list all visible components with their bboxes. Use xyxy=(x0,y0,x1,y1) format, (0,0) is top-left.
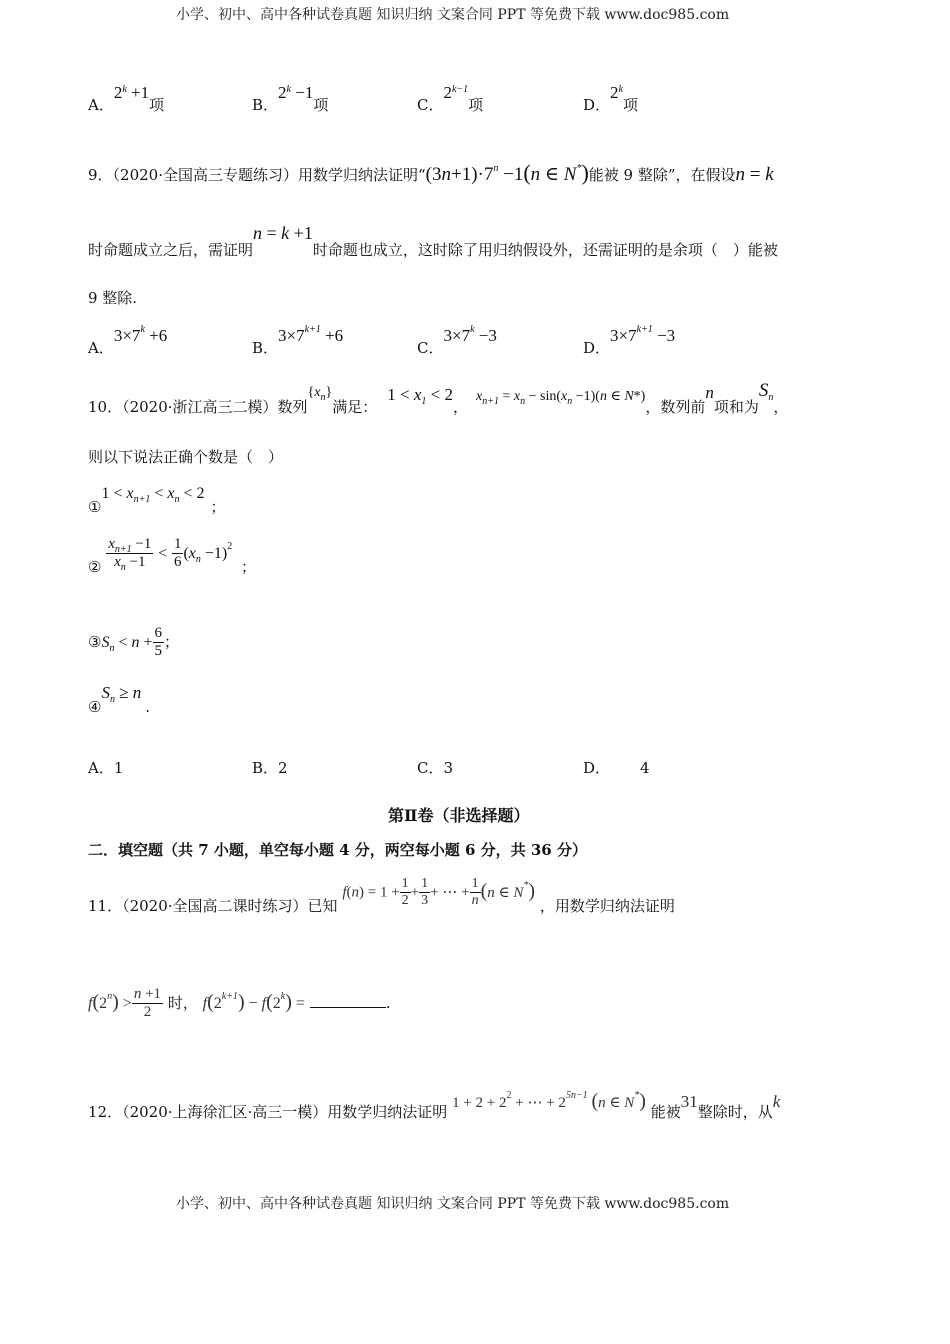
q9-line3: 9 整除. xyxy=(88,289,138,307)
q8-option-c: C．$2^{k-1}$项 xyxy=(417,83,484,114)
q9-line1: 9．（2020·全国高三专题练习）用数学归纳法证明“$(3n+1)\cdot 7^n -1(n$ ∈ N*)能被 9 整除”，在假设n = k xyxy=(88,160,774,185)
q10-item1: ①1 < $x_{n+1} < x_n < 2$； xyxy=(88,485,226,516)
q9-option-c: C．$3\times 7^k -3$ xyxy=(417,324,497,357)
q10-option-d: D． 4 xyxy=(583,759,650,777)
q10-option-c: C．3 xyxy=(417,759,454,777)
q12-line1: 12．（2020·上海徐汇区·高三一模）用数学归纳法证明 $1 + 2 + 2^2$ + ⋯ + $2^{5n-1}$ (n ∈ N*) 能被31整除时，从k xyxy=(88,1090,781,1121)
q10-item4: $④S_n \ge n$. xyxy=(88,683,151,716)
q10-line1: 10．（2020·浙江高三二模）数列$\{x_n\}$满足：$1 < x_1 < 2$，$x_{n+1} = x_n - \sin(x_n -1)(n$ ∈ N*)，数列前n项和为$S_n$， xyxy=(88,380,789,416)
q9-option-b: B．$3\times 7^{k+1} +6$ xyxy=(252,324,344,357)
q11-answer-blank[interactable] xyxy=(310,993,386,1008)
q11-line1: 11．（2020·全国高二课时练习）已知 f(n) = 1 + $\frac{1}{2}$ + $\frac{1}{3}$ + ⋯ + $\frac{1}{n}$ (n ∈ N*) ，用数学归纳法证明 xyxy=(88,876,675,915)
q9-option-a: A．$3\times 7^k +6$ xyxy=(88,324,168,357)
page-header: 小学、初中、高中各种试卷真题 知识归纳 文案合同 PPT 等免费下载 www.doc985.com xyxy=(176,7,730,23)
section-title: 第Ⅱ卷（非选择题） xyxy=(388,806,530,825)
q10-item2: ② $\frac{x_{n+1} -1}{x_n -1}$ < $\frac{1}{6}$ $(x_n -1)^2$ ； xyxy=(88,536,257,576)
q10-line2: 则以下说法正确个数是（ ） xyxy=(88,448,284,466)
q10-item3: $③S_n < n$ + $\frac{6}{5}$ ； xyxy=(88,625,180,660)
q9-option-d: D．$3\times 7^{k+1} -3$ xyxy=(583,324,676,357)
q11-line2: $f(2^n)$ > $\frac{n +1}{2}$ 时， $f(2^{k+1}) - f(2^k)$ = . xyxy=(88,986,391,1021)
q8-option-a: A．2$^k$ +1项 xyxy=(88,83,165,114)
q8-option-b: B．2$^k$ −1项 xyxy=(252,83,329,114)
q10-option-a: A．1 xyxy=(88,759,124,777)
section-subtitle: 二．填空题（共 7 小题，单空每小题 4 分，两空每小题 6 分，共 36 分） xyxy=(88,841,587,859)
q9-line2: 时命题成立之后，需证明n = k +1时命题也成立，这时除了用归纳假设外，还需证明的是余项（ ）能被 xyxy=(88,223,778,259)
q8-option-d: D．2$^k$项 xyxy=(583,83,638,114)
q10-option-b: B．2 xyxy=(252,759,288,777)
page-footer: 小学、初中、高中各种试卷真题 知识归纳 文案合同 PPT 等免费下载 www.doc985.com xyxy=(176,1196,730,1212)
